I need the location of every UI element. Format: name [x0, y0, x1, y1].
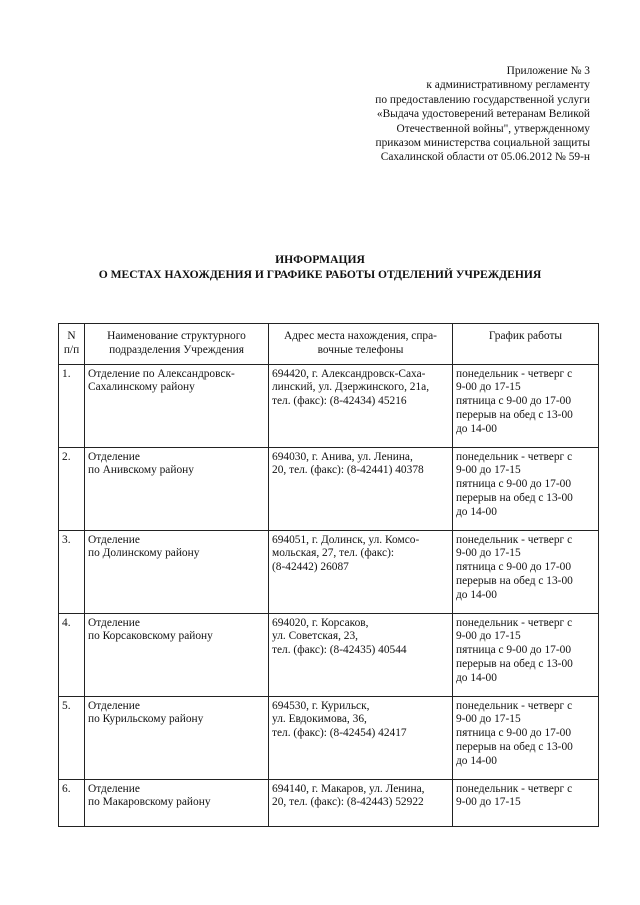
document-title [0, 252, 640, 282]
appendix-line: «Выдача удостоверений ветеранам Великой [376, 108, 590, 121]
row-address: 694530, г. Курильск, ул. Евдокимова, 36, тел. (факс): (8-42454) 42417 [269, 696, 453, 779]
row-name: Отделение по Курильскому району [85, 696, 269, 779]
header-name: Наименование структурного подразделения Учреждения [85, 324, 269, 365]
table-header-row [59, 324, 599, 365]
row-name: Отделение по Корсаковскому району [85, 613, 269, 696]
row-num: 3. [59, 530, 85, 613]
row-schedule: понедельник - четверг с 9-00 до 17-15 [453, 779, 599, 826]
header-address: Адрес места нахождения, спра- вочные телефоны [269, 324, 453, 365]
row-num: 1. [59, 364, 85, 447]
table-row [59, 530, 599, 613]
row-address: 694140, г. Макаров, ул. Ленина, 20, тел. (факс): (8-42443) 52922 [269, 779, 453, 826]
row-schedule: понедельник - четверг с 9-00 до 17-15 пятница с 9-00 до 17-00 перерыв на обед с 13-00 до 14-00 [453, 364, 599, 447]
row-address: 694420, г. Александровск-Саха- линский, ул. Дзержинского, 21а, тел. (факс): (8-42434) 45216 [269, 364, 453, 447]
row-address: 694051, г. Долинск, ул. Комсо- мольская, 27, тел. (факс): (8-42442) 26087 [269, 530, 453, 613]
row-address: 694020, г. Корсаков, ул. Советская, 23, тел. (факс): (8-42435) 40544 [269, 613, 453, 696]
row-num: 5. [59, 696, 85, 779]
row-name: Отделение по Александровск- Сахалинскому району [85, 364, 269, 447]
row-num: 6. [59, 779, 85, 826]
appendix-line: приказом министерства социальной защиты [375, 137, 590, 150]
appendix-line: по предоставлению государственной услуги [375, 93, 590, 106]
row-schedule: понедельник - четверг с 9-00 до 17-15 пятница с 9-00 до 17-00 перерыв на обед с 13-00 до 14-00 [453, 613, 599, 696]
row-num: 2. [59, 447, 85, 530]
appendix-line: к административному регламенту [426, 79, 590, 92]
appendix-line: Отечественной войны", утвержденному [396, 122, 590, 135]
table-row [59, 364, 599, 447]
header-num: N п/п [59, 324, 85, 365]
row-schedule: понедельник - четверг с 9-00 до 17-15 пятница с 9-00 до 17-00 перерыв на обед с 13-00 до 14-00 [453, 447, 599, 530]
row-name: Отделение по Долинскому району [85, 530, 269, 613]
table-row [59, 447, 599, 530]
row-name: Отделение по Макаровскому району [85, 779, 269, 826]
row-num: 4. [59, 613, 85, 696]
title-line-2: О МЕСТАХ НАХОЖДЕНИЯ И ГРАФИКЕ РАБОТЫ ОТДЕЛЕНИЙ УЧРЕЖДЕНИЯ [98, 268, 542, 281]
offices-table [58, 323, 599, 827]
title-line-1: ИНФОРМАЦИЯ [275, 253, 365, 266]
table-row [59, 696, 599, 779]
table-row [59, 613, 599, 696]
appendix-note [290, 64, 590, 165]
appendix-line: Приложение № 3 [506, 65, 590, 77]
table-row [59, 779, 599, 826]
row-schedule: понедельник - четверг с 9-00 до 17-15 пятница с 9-00 до 17-00 перерыв на обед с 13-00 до 14-00 [453, 530, 599, 613]
appendix-line: Сахалинской области от 05.06.2012 № 59-н [380, 151, 590, 164]
row-schedule: понедельник - четверг с 9-00 до 17-15 пятница с 9-00 до 17-00 перерыв на обед с 13-00 до 14-00 [453, 696, 599, 779]
row-address: 694030, г. Анива, ул. Ленина, 20, тел. (факс): (8-42441) 40378 [269, 447, 453, 530]
row-name: Отделение по Анивскому району [85, 447, 269, 530]
header-schedule: График работы [453, 324, 599, 365]
